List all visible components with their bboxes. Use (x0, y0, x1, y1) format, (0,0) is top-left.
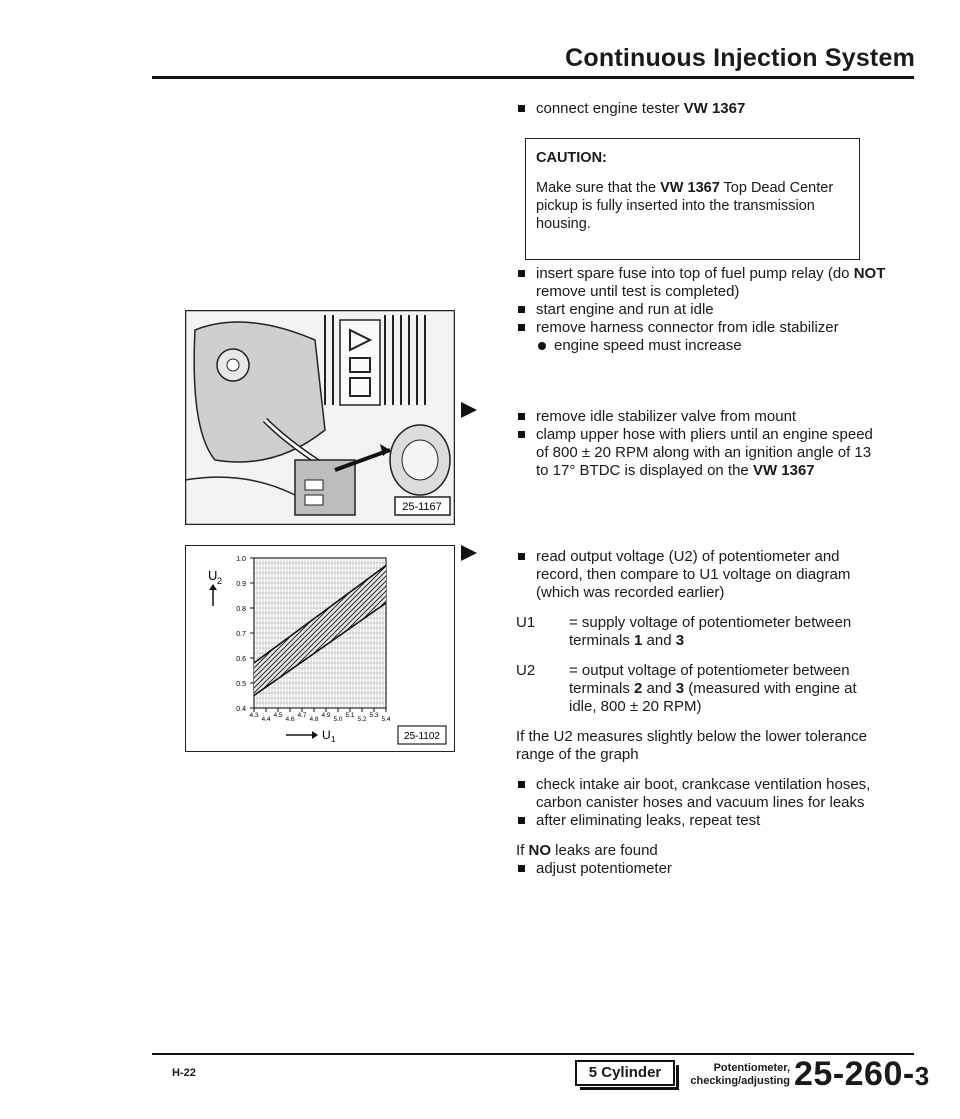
steps-fig1-block (516, 408, 886, 480)
y-tick-label: 1.0 (236, 556, 246, 563)
step-remove-harness: remove harness connector from idle stabilizer (516, 319, 886, 337)
caution-text: Make sure that the VW 1367 Top Dead Center pickup is fully inserted into the transmission housing. (536, 180, 834, 232)
condition-below-tolerance: If the U2 measures slightly below the lower tolerance range of the graph (516, 728, 868, 763)
page-title: Continuous Injection System (565, 44, 915, 72)
step-connect-block (516, 100, 886, 118)
x-tick-label: 5.2 (357, 716, 367, 723)
section-label: Potentiometer, checking/adjusting (690, 1062, 790, 1087)
voltage-chart (186, 546, 453, 750)
y-tick-label: 0.4 (236, 706, 246, 713)
voltage-chart-frame (185, 545, 455, 752)
step-remove-valve: remove idle stabilizer valve from mount (516, 408, 886, 426)
step-connect-tester: connect engine tester VW 1367 (516, 100, 886, 118)
result-rpm-increase: engine speed must increase (516, 337, 886, 355)
page-code: H-22 (172, 1067, 196, 1079)
def-u1: U1 = supply voltage of potentiometer between terminals 1 and 3 (516, 614, 852, 649)
step-insert-fuse: insert spare fuse into top of fuel pump relay (do NOT remove until test is completed) (516, 265, 886, 301)
y-tick-label: 0.8 (236, 606, 246, 613)
step-repeat-test: after eliminating leaks, repeat test (516, 812, 886, 830)
y-axis-subscript: 2 (217, 576, 223, 586)
y-tick-label: 0.9 (236, 581, 246, 588)
step-read-voltage: read output voltage (U2) of potentiometer and record, then compare to U1 voltage on diagram (which was recorded earlier) (516, 548, 886, 602)
steps-fig2-block (516, 548, 886, 878)
cylinder-badge: 5 Cylinder (575, 1060, 675, 1086)
y-tick-label: 0.6 (236, 656, 246, 663)
x-tick-label: 4.8 (309, 716, 319, 723)
x-tick-label: 5.4 (381, 716, 391, 723)
figure-2-code: 25-1102 (404, 731, 440, 742)
y-axis-symbol: U (208, 568, 218, 583)
pointer-arrow-icon (461, 545, 477, 561)
x-axis-arrow-icon (312, 731, 318, 739)
x-axis-subscript: 1 (331, 735, 336, 744)
def-u2: U2 = output voltage of potentiometer between terminals 2 and 3 (measured with engine at idle, 800 ± 20 RPM) (516, 662, 857, 715)
caution-heading: CAUTION: (536, 150, 607, 166)
step-start-engine: start engine and run at idle (516, 301, 886, 319)
step-adjust-potentiometer: adjust potentiometer (516, 860, 886, 878)
def-u2-label: U2 (516, 662, 536, 679)
x-tick-label: 4.3 (249, 712, 259, 719)
x-tick-label: 4.9 (321, 712, 331, 719)
page-number: 25-260-3 (794, 1055, 930, 1093)
step-clamp-hose: clamp upper hose with pliers until an engine speed of 800 ± 20 RPM along with an ignition angle of 13 to 17° BTDC is displayed on the VW 1367 (516, 426, 886, 480)
x-tick-label: 5.1 (345, 712, 355, 719)
title-rule (152, 76, 914, 79)
condition-no-leaks: If NO leaks are found (516, 842, 658, 859)
x-tick-label: 4.4 (261, 716, 271, 723)
y-axis-arrow-icon (209, 584, 217, 590)
x-tick-label: 4.6 (285, 716, 295, 723)
x-tick-label: 5.0 (333, 716, 343, 723)
steps-mid-block (516, 265, 886, 355)
def-u1-label: U1 (516, 614, 536, 631)
pointer-arrow-icon (461, 402, 477, 418)
x-tick-label: 5.3 (369, 712, 379, 719)
y-tick-label: 0.5 (236, 681, 246, 688)
y-tick-label: 0.7 (236, 631, 246, 638)
engine-illustration (185, 310, 455, 525)
x-axis-symbol: U (322, 728, 331, 742)
step-check-boot: check intake air boot, crankcase ventilation hoses, carbon canister hoses and vacuum lines for leaks (516, 776, 886, 812)
caution-box (525, 138, 860, 260)
figure-1-code: 25-1167 (402, 501, 442, 513)
x-tick-label: 4.5 (273, 712, 283, 719)
x-tick-label: 4.7 (297, 712, 307, 719)
